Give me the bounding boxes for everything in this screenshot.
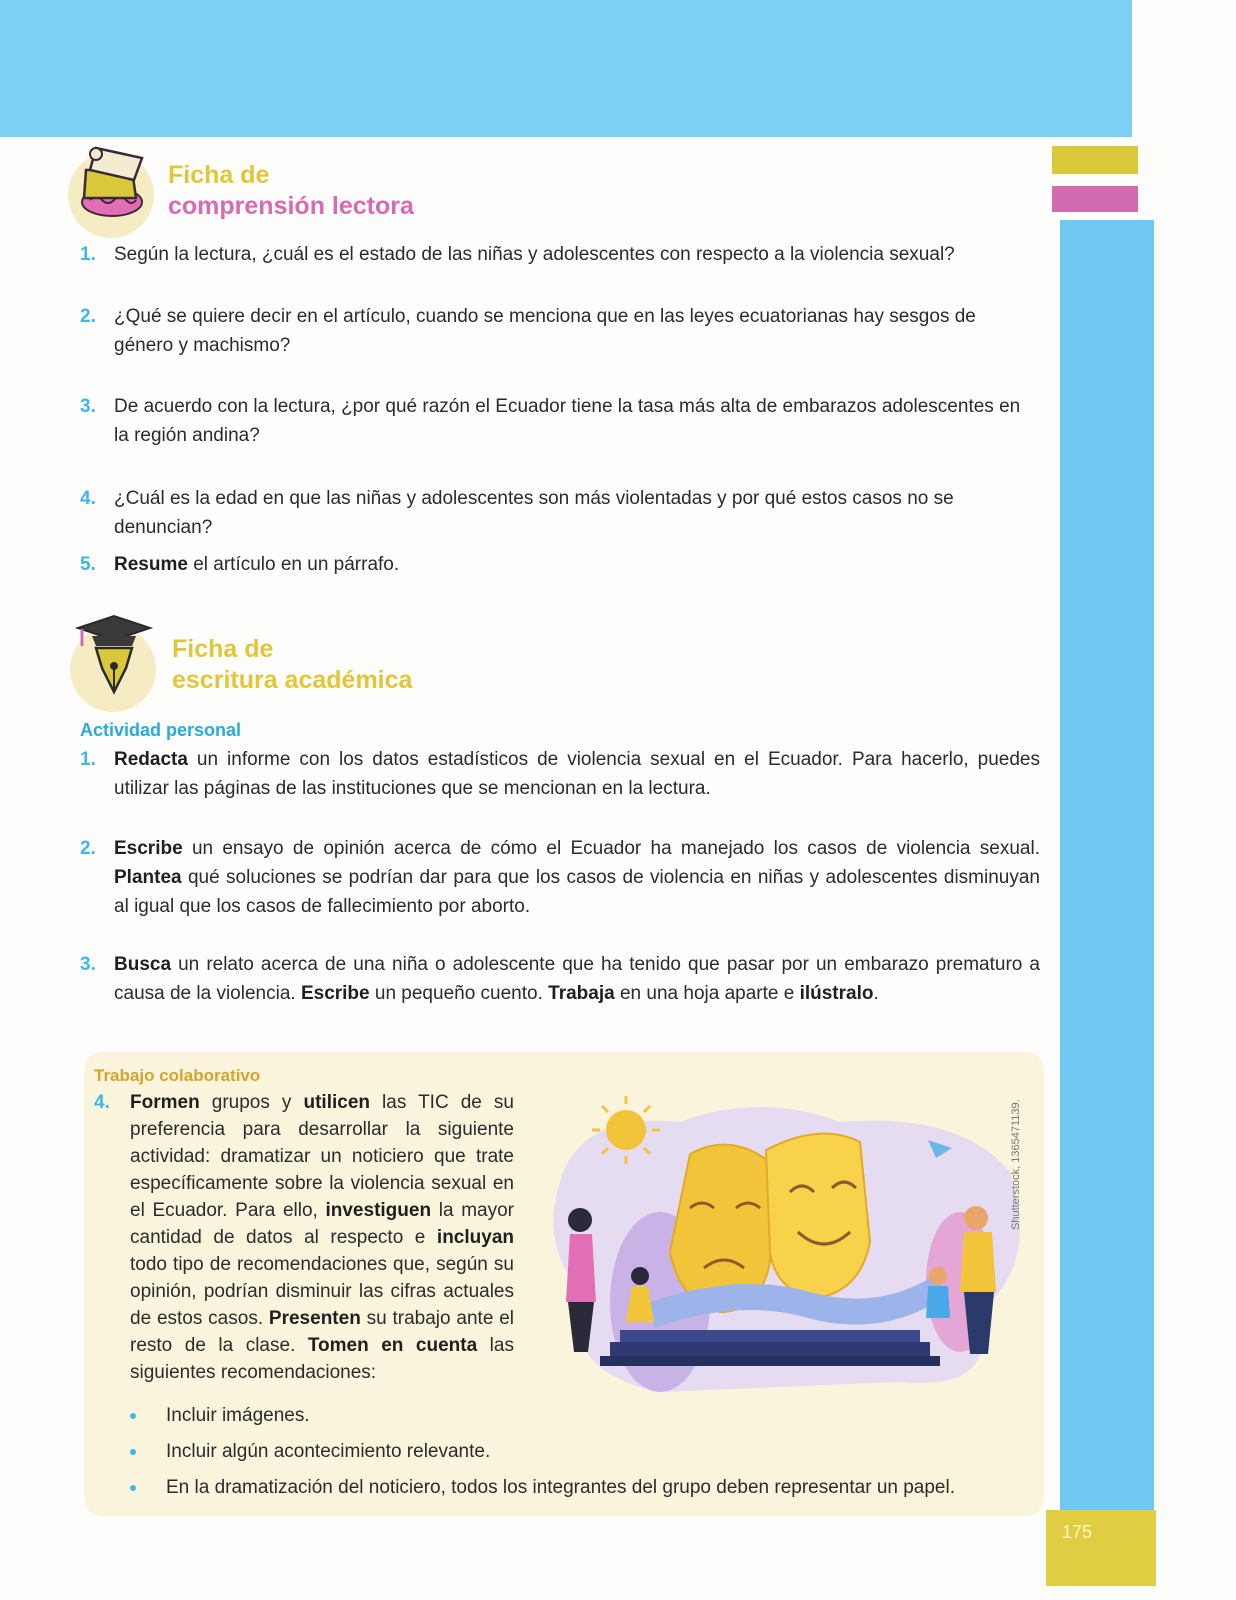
question-number: 1. [80, 244, 96, 265]
keyword: Escribe [114, 838, 183, 859]
text-segment: su trabajo ante el resto de la clase. [130, 1308, 515, 1356]
item-text [114, 950, 1040, 1008]
comprension-question-5 [80, 550, 1040, 579]
comprension-question-4 [80, 484, 1040, 542]
text-segment: un informe con los datos estadísticos de violencia sexual en el Ecuador. Para hacerlo, puedes utilizar las páginas de las instituciones que se mencionan en la lectura. [114, 749, 1040, 799]
keyword: Formen [130, 1092, 200, 1113]
question-text: De acuerdo con la lectura, ¿por qué razón el Ecuador tiene la tasa más alta de embarazos adolescentes en la región andina? [114, 396, 1021, 446]
keyword: Tomen en cuenta [307, 1335, 478, 1356]
side-color-bar [1060, 220, 1154, 1510]
text-segment: qué soluciones se podrían dar para que los casos de violencia en niñas y adolescentes disminuyan al igual que los casos de fallecimiento por aborto. [114, 867, 1040, 917]
collaborative-work-title: Trabajo colaborativo [94, 1066, 261, 1085]
escritura-item-1 [80, 745, 1040, 803]
list-item-text: En la dramatización del noticiero, todos los integrantes del grupo deben representar un papel. [166, 1477, 956, 1498]
keyword: Trabaja [548, 983, 615, 1004]
list-item-text: Incluir algún acontecimiento relevante. [166, 1441, 491, 1462]
bullet-icon [130, 1413, 136, 1419]
comprension-title-line2: comprensión lectora [168, 192, 414, 220]
question-text: ¿Qué se quiere decir en el artículo, cuando se menciona que en las leyes ecuatorianas hay sesgos de género y machismo? [114, 306, 976, 356]
list-item [130, 1398, 1010, 1434]
brain-scroll-icon [72, 140, 152, 224]
comprension-title-line1: Ficha de [168, 161, 270, 189]
question-number: 5. [80, 554, 96, 575]
theater-masks-illustration [540, 1092, 1040, 1412]
top-color-band [0, 0, 1132, 137]
bullet-icon [130, 1449, 136, 1455]
text-segment: un relato acerca de una niña o adolescente que ha tenido que pasar por un embarazo prematuro a causa de la violencia. [114, 954, 1040, 1004]
question-number: 3. [80, 396, 96, 417]
keyword: Escribe [300, 983, 370, 1004]
text-segment: . [873, 983, 879, 1004]
keyword: utilicen [303, 1092, 370, 1113]
keyword: investiguen [325, 1200, 432, 1221]
text-segment: un pequeño cuento. [369, 983, 549, 1004]
question-text: ¿Cuál es la edad en que las niñas y adolescentes son más violentadas y por qué estos casos no se denuncian? [114, 488, 954, 538]
comprension-question-1 [80, 240, 1040, 269]
keyword: Busca [114, 954, 172, 975]
side-tab-pink [1052, 186, 1138, 212]
item-number: 4. [94, 1092, 110, 1113]
escritura-item-3 [80, 950, 1040, 1008]
keyword: Redacta [114, 749, 188, 770]
page-number: 175 [1062, 1522, 1093, 1542]
comprension-question-2 [80, 302, 1040, 360]
bullet-icon [130, 1485, 136, 1491]
escritura-title-line2: escritura académica [172, 666, 413, 694]
keyword: Resume [114, 554, 188, 575]
text-segment: la mayor cantidad de datos al respecto e [130, 1200, 514, 1248]
text-segment: un ensayo de opinión acerca de cómo el Ecuador ha manejado los casos de violencia sexual. [182, 838, 1040, 859]
list-item [130, 1470, 1010, 1506]
escritura-title-line1: Ficha de [172, 635, 274, 663]
actividad-personal-heading: Actividad personal [80, 720, 242, 740]
list-item [130, 1434, 1010, 1470]
question-number: 2. [80, 306, 96, 327]
keyword: Presenten [268, 1308, 361, 1329]
question-number: 4. [80, 488, 96, 509]
image-credit: Shutterstock, 1365471139. [1010, 1099, 1022, 1230]
item-number: 3. [80, 954, 96, 975]
keyword: ilústralo [799, 983, 874, 1004]
escritura-item-2 [80, 834, 1040, 921]
recommendations-list [130, 1398, 1010, 1506]
question-text: Según la lectura, ¿cuál es el estado de las niñas y adolescentes con respecto a la violencia sexual? [114, 244, 955, 265]
item-number: 1. [80, 749, 96, 770]
text-segment: en una hoja aparte e [614, 983, 800, 1004]
item-number: 2. [80, 838, 96, 859]
question-text [114, 550, 1040, 579]
text-segment: grupos y [199, 1092, 304, 1113]
text-segment: las TIC de su preferencia para desarrollar la siguiente actividad: dramatizar un noticiero que trate específicamente sobre la violencia sexual en el Ecuador. Para ello, [130, 1092, 515, 1221]
text-segment: todo tipo de recomendaciones que, según su opinión, podrían disminuir las cifras actuales de estos casos. [130, 1254, 514, 1329]
side-tab-yellow [1052, 146, 1138, 174]
item-text [114, 834, 1040, 921]
graduation-cap-pen-icon [74, 612, 154, 698]
comprension-question-3 [80, 392, 1040, 450]
text-segment: las siguientes recomendaciones: [130, 1335, 514, 1383]
item-text [114, 745, 1040, 803]
keyword: incluyan [436, 1227, 514, 1248]
keyword: Plantea [114, 867, 182, 888]
collaborative-work-item-4 [94, 1089, 514, 1386]
question-text-rest: el artículo en un párrafo. [187, 554, 400, 575]
list-item-text: Incluir imágenes. [166, 1405, 310, 1426]
item-text [130, 1089, 514, 1386]
